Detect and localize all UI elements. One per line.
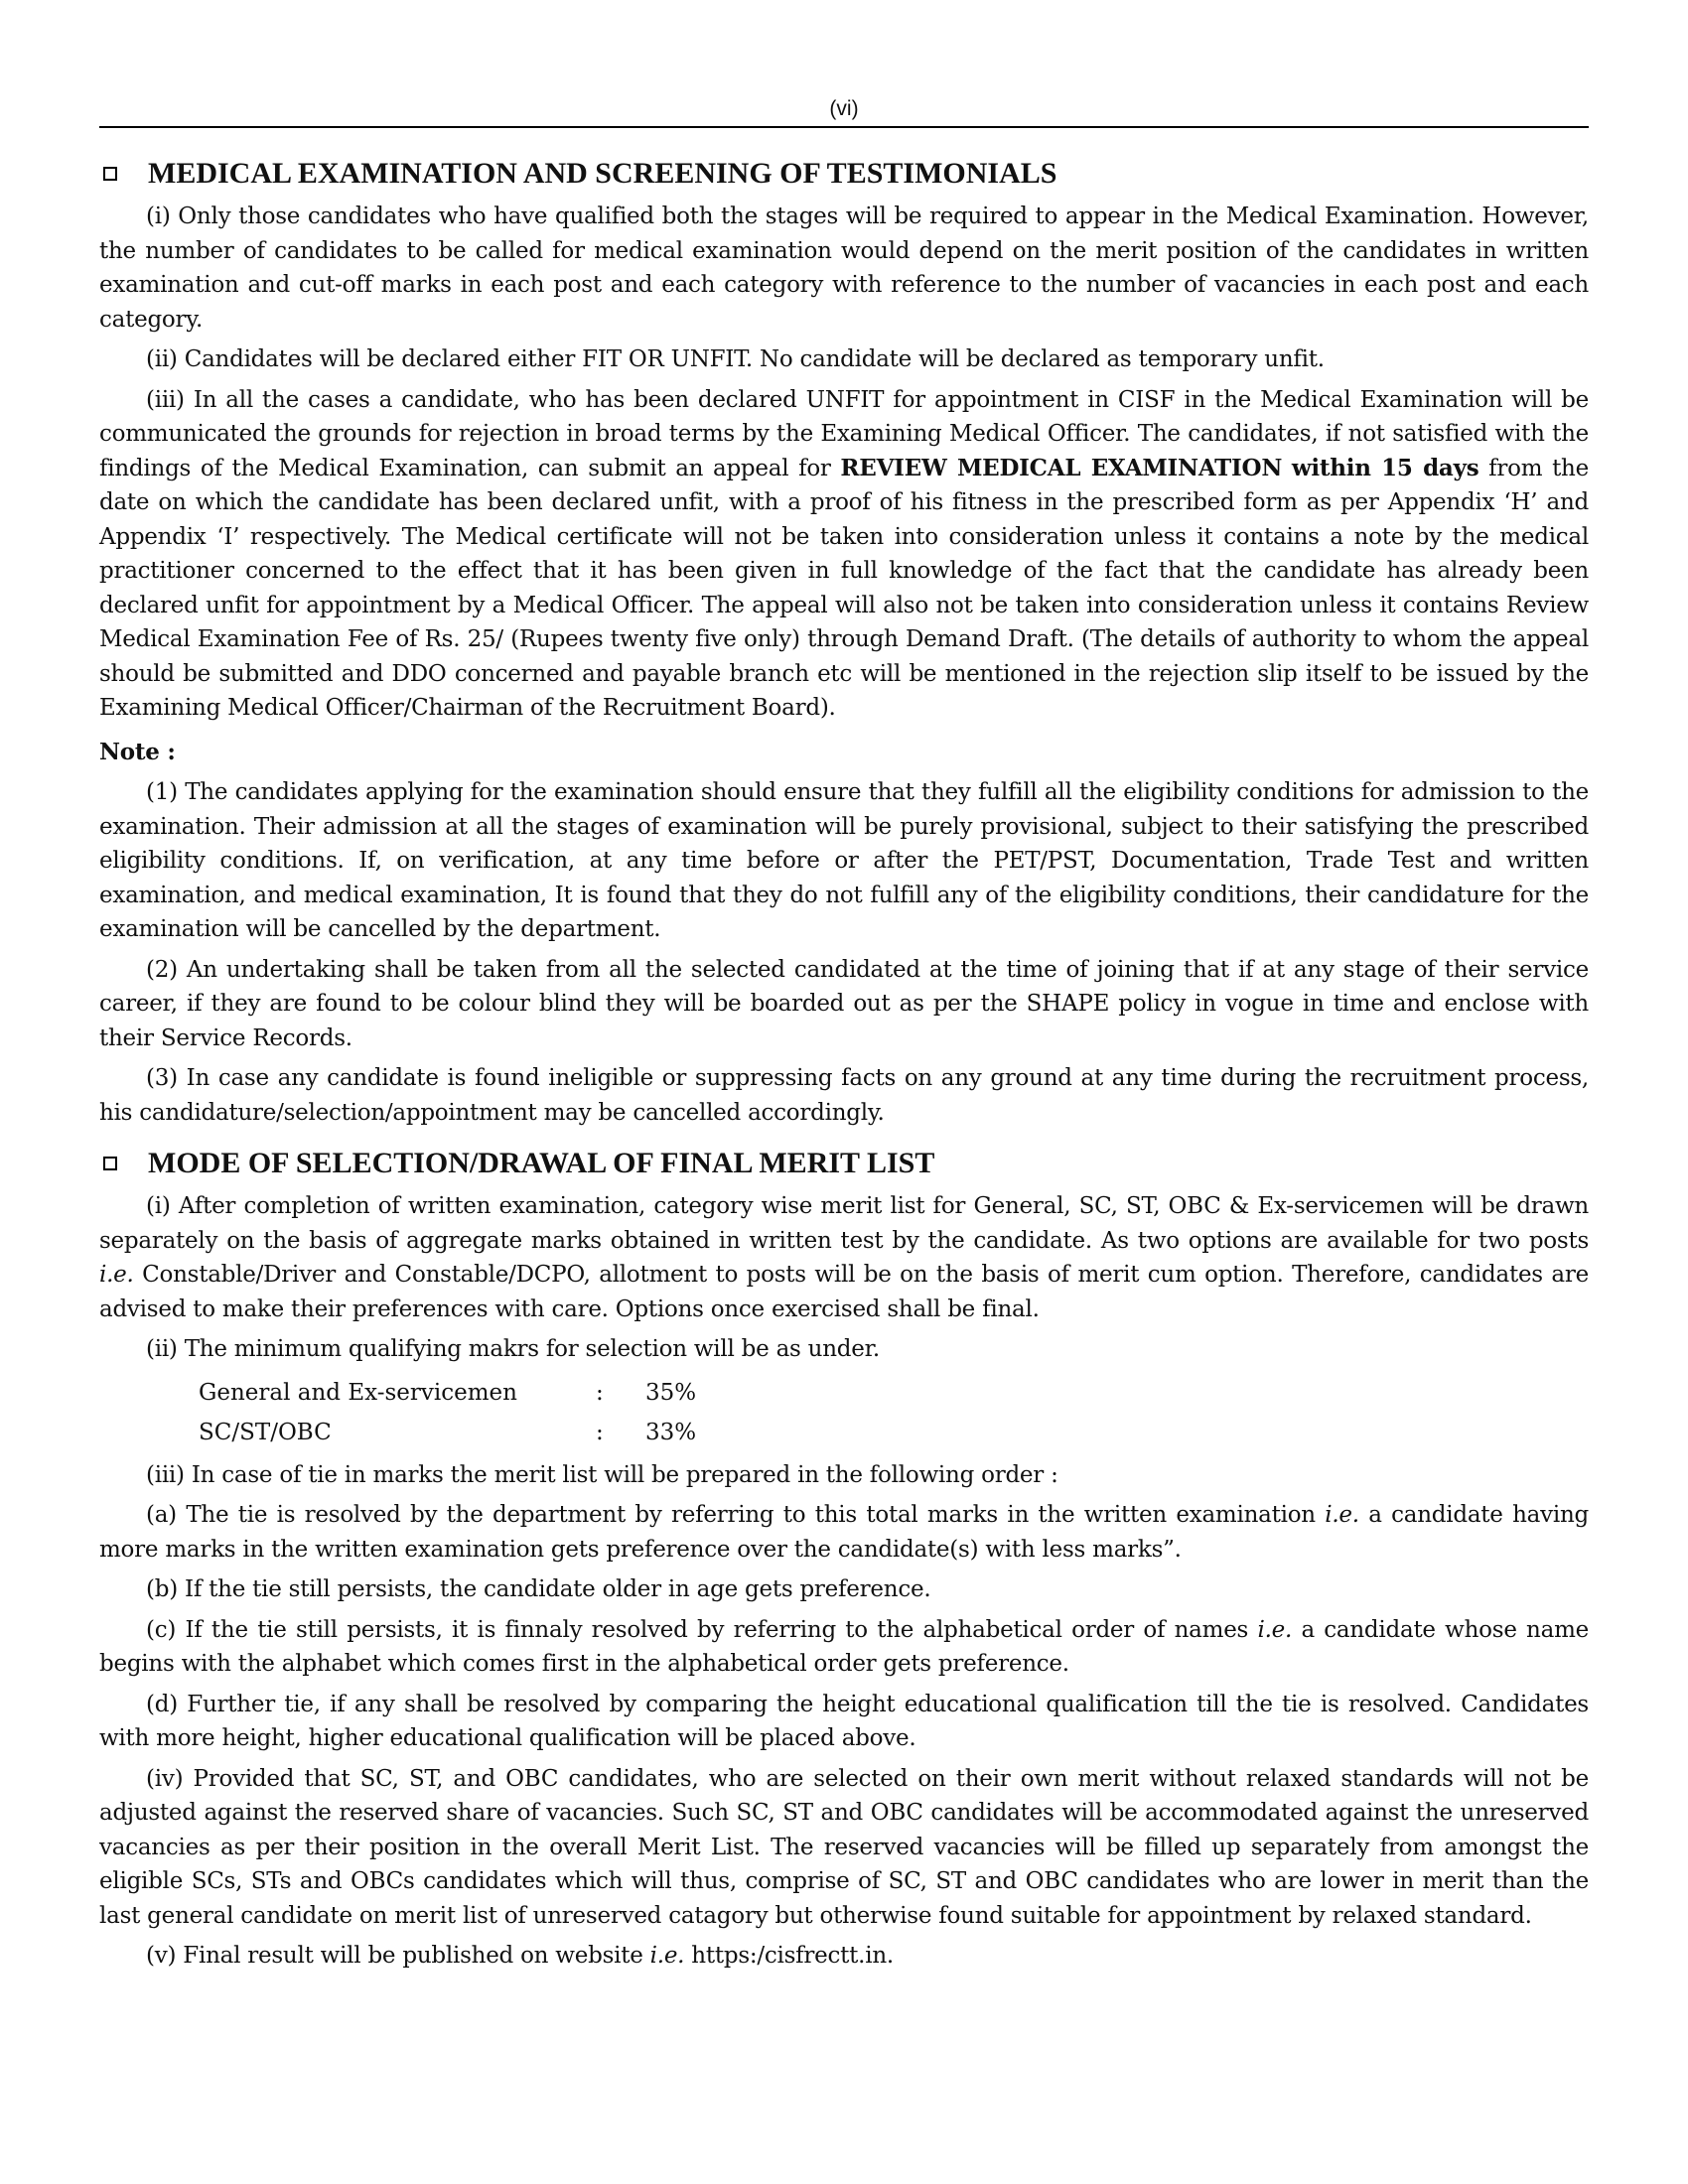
selection-paragraph-v-text-1: (v) Final result will be published on website	[146, 1943, 650, 1969]
checkbox-bullet-icon	[103, 1157, 117, 1170]
qualifying-marks-row	[199, 1413, 1589, 1452]
marks-category: General and Ex-servicemen	[199, 1379, 517, 1406]
marks-separator: :	[596, 1379, 604, 1406]
section-heading-text: MODE OF SELECTION/DRAWAL OF FINAL MERIT LIST	[148, 1147, 935, 1179]
selection-paragraph-i	[99, 1189, 1589, 1326]
selection-paragraph-iv: (iv) Provided that SC, ST, and OBC candidates, who are selected on their own merit without relaxed standards will not be adjusted against the reserved share of vacancies. Such SC, ST and OBC candidates will be accommodated against the unreserved vacancies as per their position in the overall Merit List. The reserved vacancies will be filled up separately from amongst the eligible SCs, STs and OBCs candidates which will thus, comprise of SC, ST and OBC candidates who are lower in merit than the last general candidate on merit list of unreserved catagory but otherwise found suitable for appointment by relaxed standard.	[99, 1765, 1589, 1929]
section-heading-medical-examination	[99, 154, 1589, 194]
selection-paragraph-v-text-2: https:/cisfrectt.in.	[684, 1943, 894, 1969]
tie-rule-c-text-2: a candidate whose name begins with the alphabet which comes first in the alphabetical order gets preference.	[99, 1616, 1589, 1677]
tie-rule-a-text-2: a candidate having more marks in the written examination gets preference over the candidate(s) with less marks”.	[99, 1502, 1589, 1563]
paragraph-iii-text-b: from the date on which the candidate has been declared unfit, with a proof of his fitness in the prescribed form as per Appendix ‘H’ and Appendix ‘I’ respectively. The Medical certificate will not be taken into consideration unless it contains a note by the medical practitioner concerned to the effect that it has been given in full knowledge of the fact that the candidate has already been declared unfit for appointment by a Medical Officer. The appeal will also not be taken into consideration unless it contains Review Medical Examination Fee of Rs. 25/ (Rupees twenty five only) through Demand Draft. (The details of authority to whom the appeal should be submitted and DDO concerned and payable branch etc will be mentioned in the rejection slip itself to be issued by the Examining Medical Officer/Chairman of the Recruitment Board).	[99, 455, 1589, 721]
tie-rule-c	[99, 1613, 1589, 1682]
ie-italic: i.e.	[649, 1943, 685, 1969]
section-heading-text: MEDICAL EXAMINATION AND SCREENING OF TESTIMONIALS	[148, 157, 1057, 190]
paragraph-iii-bold-days: within 15 days	[1291, 454, 1479, 481]
note-2: (2) An undertaking shall be taken from all the selected candidated at the time of joining that if at any stage of their service career, if they are found to be colour blind they will be boarded out as per the SHAPE policy in vogue in time and enclose with their Service Records.	[99, 956, 1589, 1051]
selection-paragraph-ii: (ii) The minimum qualifying makrs for selection will be as under.	[146, 1336, 880, 1362]
paragraph-iii-text-a: (iii) In all the cases a candidate, who has been declared UNFIT for appointment in CISF in the Medical Examination will be communicated the grounds for rejection in broad terms by the Examining Medical Officer. The candidates, if not satisfied with the findings of the Medical Examination, can submit an appeal for	[99, 386, 1589, 481]
tie-rule-c-text-1: (c) If the tie still persists, it is finnaly resolved by referring to the alphabetical order of names	[146, 1616, 1258, 1643]
paragraph-iii	[99, 383, 1589, 726]
note-title: Note :	[99, 738, 176, 765]
section-heading-mode-of-selection	[99, 1144, 1589, 1183]
marks-value: 35%	[645, 1379, 697, 1406]
paragraph-ii: (ii) Candidates will be declared either FIT OR UNFIT. No candidate will be declared as temporary unfit.	[146, 346, 1325, 372]
header-rule	[99, 126, 1589, 128]
marks-category: SC/ST/OBC	[199, 1419, 332, 1445]
page-content	[99, 154, 1589, 1974]
checkbox-bullet-icon	[103, 167, 117, 181]
ie-italic: i.e.	[99, 1262, 134, 1288]
note-3: (3) In case any candidate is found ineligible or suppressing facts on any ground at any time during the recruitment process, his candidature/selection/appointment may be cancelled accordingly.	[99, 1065, 1589, 1126]
qualifying-marks-table	[199, 1373, 1589, 1452]
tie-rule-a-text-1: (a) The tie is resolved by the department by referring to this total marks in the written examination	[146, 1502, 1326, 1528]
selection-paragraph-iii: (iii) In case of tie in marks the merit list will be prepared in the following order :	[146, 1461, 1058, 1488]
page-number: (vi)	[829, 97, 859, 120]
selection-paragraph-i-text-a: (i) After completion of written examination, category wise merit list for General, SC, ST, OBC & Ex-servicemen will be drawn separately on the basis of aggregate marks obtained in written test by the candidate. As two options are available for two posts	[99, 1193, 1589, 1254]
selection-paragraph-v	[99, 1939, 1589, 1974]
marks-value: 33%	[645, 1419, 697, 1445]
tie-rule-a	[99, 1498, 1589, 1567]
ie-italic: i.e.	[1325, 1502, 1359, 1528]
paragraph-iii-bold-review: REVIEW MEDICAL EXAMINATION	[840, 454, 1283, 481]
tie-rule-d: (d) Further tie, if any shall be resolved by comparing the height educational qualification till the tie is resolved. Candidates with more height, higher educational qualification will be placed above.	[99, 1691, 1589, 1751]
ie-italic: i.e.	[1257, 1616, 1293, 1643]
note-1: (1) The candidates applying for the examination should ensure that they fulfill all the eligibility conditions for admission to the examination. Their admission at all the stages of examination will be purely provisional, subject to their satisfying the prescribed eligibility conditions. If, on verification, at any time before or after the PET/PST, Documentation, Trade Test and written examination, and medical examination, It is found that they do not fulfill any of the eligibility conditions, their candidature for the examination will be cancelled by the department.	[99, 779, 1589, 942]
marks-separator: :	[596, 1419, 604, 1445]
tie-rule-b: (b) If the tie still persists, the candidate older in age gets preference.	[146, 1576, 931, 1602]
selection-paragraph-i-text-b: Constable/Driver and Constable/DCPO, allotment to posts will be on the basis of merit cum option. Therefore, candidates are advised to make their preferences with care. Options once exercised shall be final.	[99, 1262, 1589, 1322]
qualifying-marks-row	[199, 1373, 1589, 1413]
paragraph-i: (i) Only those candidates who have qualified both the stages will be required to appear in the Medical Examination. However, the number of candidates to be called for medical examination would depend on the merit position of the candidates in written examination and cut-off marks in each post and each category with reference to the number of vacancies in each post and each category.	[99, 204, 1589, 333]
